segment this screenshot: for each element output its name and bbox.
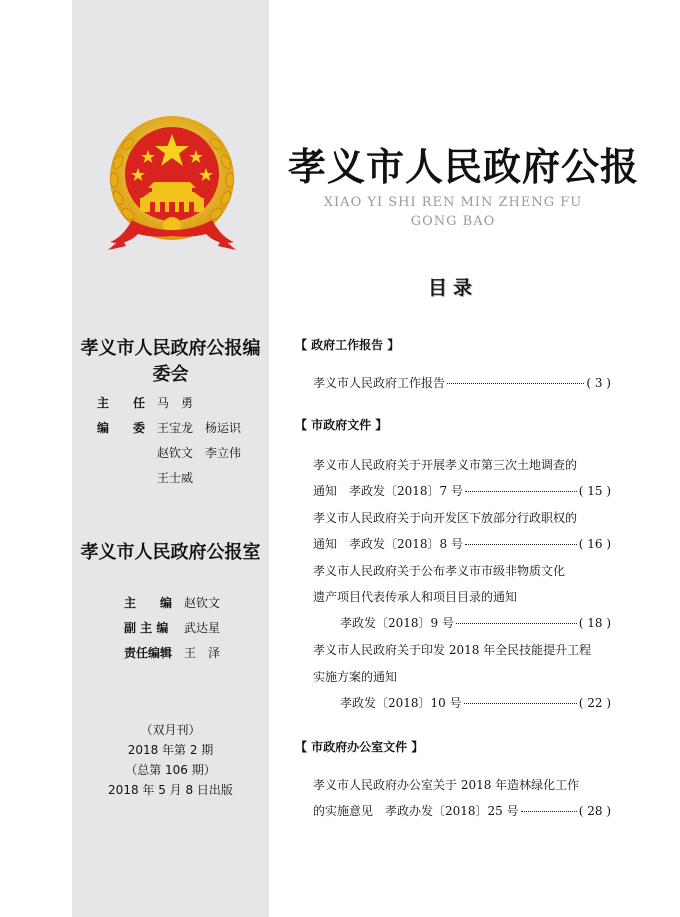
office-names: 赵钦文 bbox=[184, 596, 221, 610]
issue-total: （总第 106 期） bbox=[125, 763, 216, 777]
leader-dots bbox=[465, 544, 577, 545]
toc-entry-text: 孝义市人民政府办公室关于 2018 年造林绿化工作 bbox=[313, 778, 580, 792]
editorial-committee-title: 孝义市人民政府公报编委会 bbox=[80, 338, 261, 385]
office-role: 责任编辑 bbox=[124, 646, 173, 660]
toc-entry-page: ( 3 ) bbox=[586, 376, 611, 390]
toc-entry-text: 通知 孝政发〔2018〕8 号 bbox=[313, 537, 463, 551]
publication-date: 2018 年 5 月 8 日出版 bbox=[108, 783, 233, 797]
toc-entry-text: 孝义市人民政府关于印发 2018 年全民技能提升工程 bbox=[313, 643, 592, 657]
toc-entry-text: 孝义市人民政府关于开展孝义市第三次土地调查的 bbox=[313, 458, 578, 472]
toc-section-title: 【 政府工作报告 】 bbox=[295, 338, 400, 352]
toc-entry[interactable] bbox=[313, 374, 611, 391]
toc-entry-text: 孝义市人民政府工作报告 bbox=[313, 376, 446, 390]
masthead-pinyin-line1: XIAO YI SHI REN MIN ZHENG FU bbox=[323, 195, 583, 210]
toc-entry[interactable] bbox=[313, 776, 611, 793]
toc-entry[interactable] bbox=[340, 694, 611, 711]
toc-entry-page: ( 28 ) bbox=[578, 804, 611, 818]
toc-entry-text: 通知 孝政发〔2018〕7 号 bbox=[313, 484, 463, 498]
leader-dots bbox=[464, 703, 577, 704]
toc-entry-page: ( 16 ) bbox=[578, 537, 611, 551]
committee-role: 编 委 bbox=[97, 421, 146, 435]
toc-entry[interactable] bbox=[313, 535, 611, 552]
toc-entry[interactable] bbox=[313, 509, 611, 526]
office-role: 副 主 编 bbox=[124, 621, 169, 635]
toc-entry[interactable] bbox=[313, 641, 611, 658]
office-names: 武达星 bbox=[184, 621, 221, 635]
toc-entry-text: 孝义市人民政府关于公布孝义市市级非物质文化 bbox=[313, 564, 566, 578]
committee-names: 王宝龙 杨运识 bbox=[157, 421, 242, 435]
toc-entry-page: ( 15 ) bbox=[578, 484, 611, 498]
committee-names: 王士威 bbox=[157, 471, 194, 485]
masthead-title: 孝义市人民政府公报 bbox=[288, 144, 640, 189]
toc-entry-text: 孝义市人民政府关于向开发区下放部分行政职权的 bbox=[313, 511, 578, 525]
toc-entry-text: 孝政发〔2018〕9 号 bbox=[340, 616, 454, 630]
toc-entry[interactable] bbox=[340, 614, 611, 631]
leader-dots bbox=[465, 491, 577, 492]
national-emblem-icon bbox=[102, 112, 242, 254]
toc-entry[interactable] bbox=[313, 562, 611, 579]
toc-section-title: 【 市政府文件 】 bbox=[295, 418, 388, 432]
toc-entry-page: ( 18 ) bbox=[578, 616, 611, 630]
toc-entry[interactable] bbox=[313, 668, 611, 685]
leader-dots bbox=[447, 383, 584, 384]
toc-entry[interactable] bbox=[313, 456, 611, 473]
toc-section-title: 【 市政府办公室文件 】 bbox=[295, 740, 424, 754]
toc-entry-page: ( 22 ) bbox=[578, 696, 611, 710]
toc-heading: 目录 bbox=[427, 277, 478, 299]
toc-entry[interactable] bbox=[313, 482, 611, 499]
toc-entry-text: 遗产项目代表传承人和项目目录的通知 bbox=[313, 590, 518, 604]
toc-entry-text: 孝政发〔2018〕10 号 bbox=[340, 696, 462, 710]
committee-names: 赵钦文 李立伟 bbox=[157, 446, 242, 460]
toc-entry[interactable] bbox=[313, 802, 611, 819]
leader-dots bbox=[521, 811, 577, 812]
toc-entry[interactable] bbox=[313, 588, 611, 605]
office-names: 王 泽 bbox=[184, 646, 221, 660]
leader-dots bbox=[456, 623, 577, 624]
issue-frequency: （双月刊） bbox=[140, 723, 201, 737]
committee-names: 马 勇 bbox=[157, 396, 194, 410]
office-role: 主 编 bbox=[124, 596, 173, 610]
masthead-pinyin-line2: GONG BAO bbox=[410, 214, 496, 229]
bulletin-office-title: 孝义市人民政府公报室 bbox=[80, 542, 261, 563]
committee-role: 主 任 bbox=[97, 396, 146, 410]
issue-number: 2018 年第 2 期 bbox=[127, 743, 214, 757]
toc-entry-text: 的实施意见 孝政办发〔2018〕25 号 bbox=[313, 804, 519, 818]
toc-entry-text: 实施方案的通知 bbox=[313, 670, 398, 684]
